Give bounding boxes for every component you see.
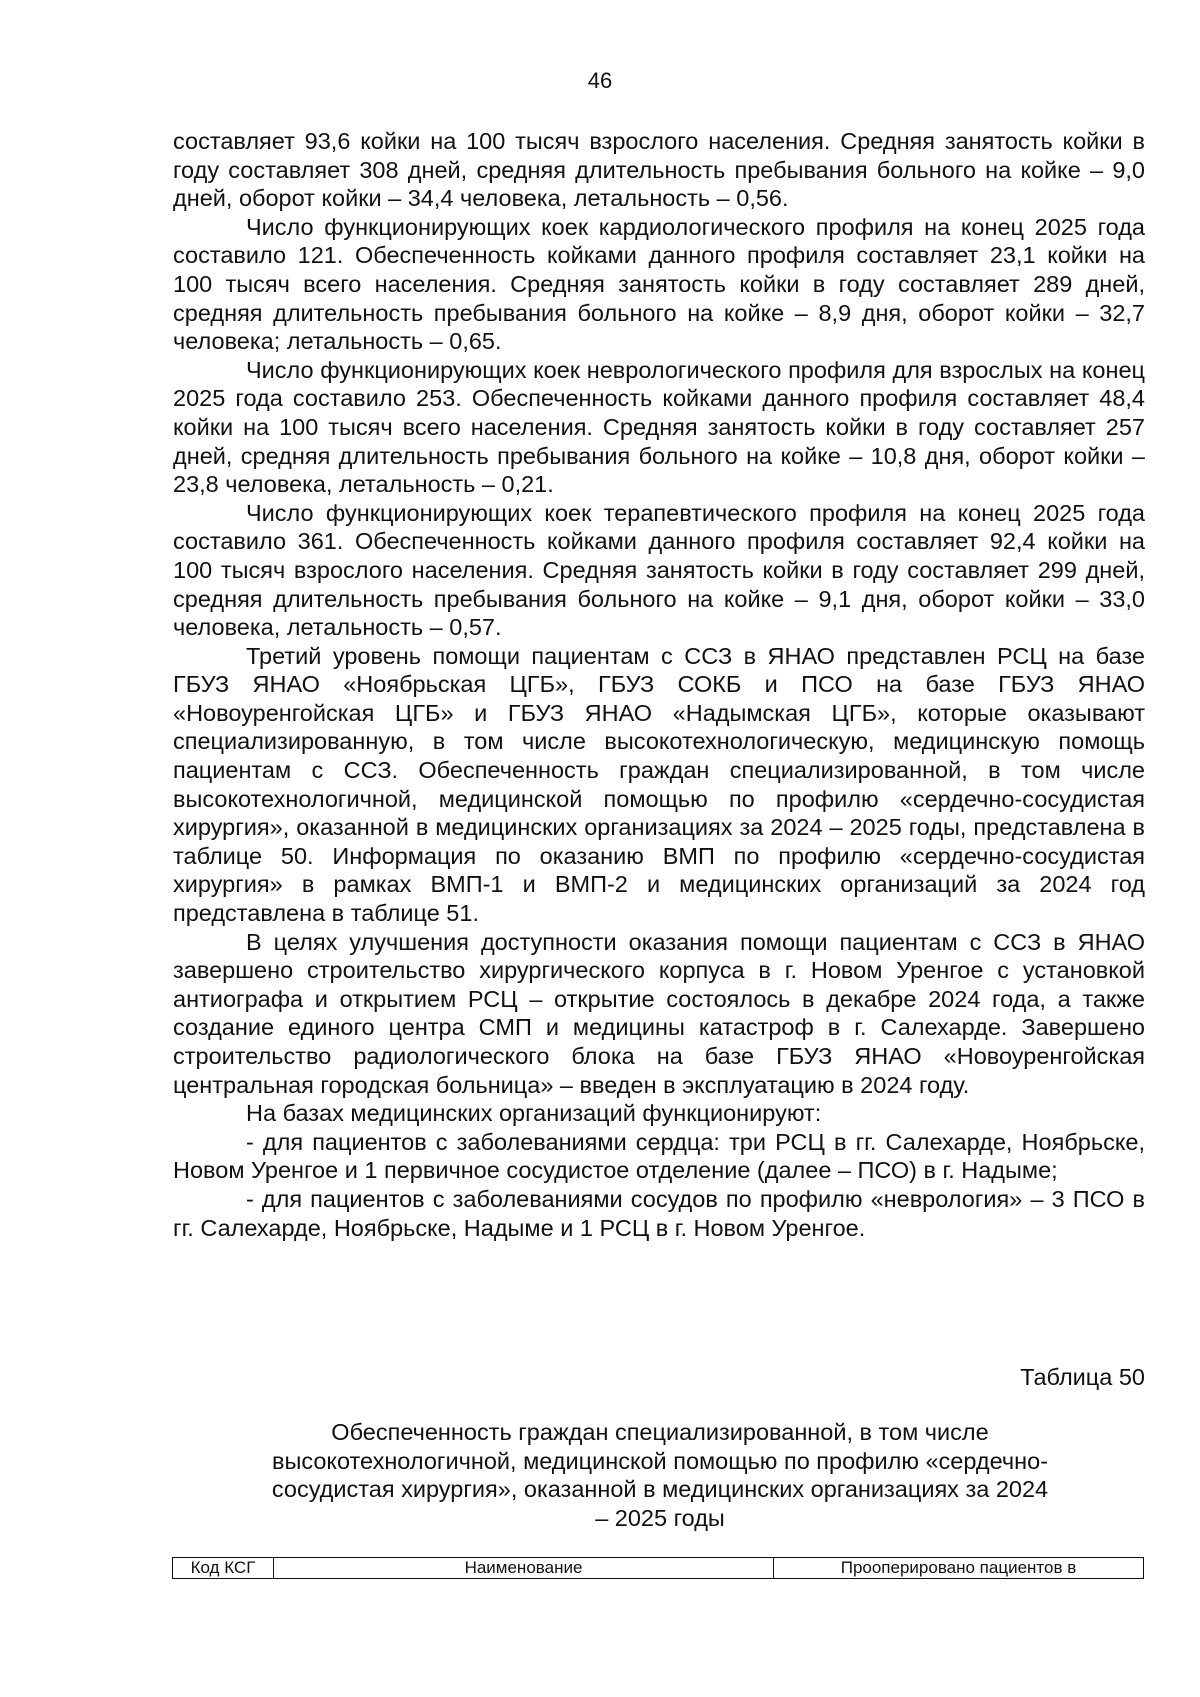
paragraph: Число функционирующих коек неврологического профиля для взрослых на конец 2025 года составило 253. Обеспеченность койками данного профиля составляет 48,4 койки на 100 тысяч всего населения. Средняя занятость койки в году составляет 257 дней, средняя длительность пребывания больного на койке – 10,8 дня, оборот койки – 23,8 человека, летальность – 0,21. <box>173 356 1145 498</box>
column-header-name: Наименование <box>274 1558 774 1578</box>
paragraph: На базах медицинских организаций функционируют: <box>246 1100 822 1127</box>
table-header-row <box>172 1557 1144 1579</box>
column-header-operated: Прооперировано пациентов в <box>840 1558 1077 1577</box>
paragraph: В целях улучшения доступности оказания помощи пациентам с ССЗ в ЯНАО завершено строительство хирургического корпуса в г. Новом Уренгое с установкой антиографа и открытием РСЦ – открытие состоялось в декабре 2024 года, а также создание единого центра СМП и медицины катастроф в г. Салехарде. Завершено строительство радиологического блока на базе ГБУЗ ЯНАО «Новоуренгойская центральная городская больница» – введен в эксплуатацию в 2024 году. <box>173 928 1145 1098</box>
list-item: - для пациентов с заболеваниями сосудов по профилю «неврология» – 3 ПСО в гг. Салехарде, Ноябрьске, Надыме и 1 РСЦ в г. Новом Уренгое. <box>173 1185 1145 1241</box>
paragraph: Число функционирующих коек терапевтического профиля на конец 2025 года составило 361. Обеспеченность койками данного профиля составляет 92,4 койки на 100 тысяч взрослого населения. Средняя занятость койки в году составляет 299 дней, средняя длительность пребывания больного на койке – 9,1 дня, оборот койки – 33,0 человека, летальность – 0,57. <box>173 499 1145 641</box>
page-number: 46 <box>587 68 613 93</box>
list-item: - для пациентов с заболеваниями сердца: три РСЦ в гг. Салехарде, Ноябрьске, Новом Уренгое и 1 первичное сосудистое отделение (далее – ПСО) в г. Надыме; <box>173 1128 1145 1184</box>
paragraph: составляет 93,6 койки на 100 тысяч взрослого населения. Средняя занятость койки в году составляет 308 дней, средняя длительность пребывания больного на койке – 9,0 дней, оборот койки – 34,4 человека, летальность – 0,56. <box>173 128 1145 212</box>
document-body <box>173 127 1145 1242</box>
table-label: Таблица 50 <box>1020 1364 1145 1390</box>
paragraph: Третий уровень помощи пациентам с ССЗ в ЯНАО представлен РСЦ на базе ГБУЗ ЯНАО «Ноябрьская ЦГБ», ГБУЗ СОКБ и ПСО на базе ГБУЗ ЯНАО «Новоуренгойская ЦГБ» и ГБУЗ ЯНАО «Надымская ЦГБ», которые оказывают специализированную, в том числе высокотехнологическую, медицинскую помощь пациентам с ССЗ. Обеспеченность граждан специализированной, в том числе высокотехнологичной, медицинской помощью по профилю «сердечно-сосудистая хирургия», оказанной в медицинских организациях за 2024 – 2025 годы, представлена в таблице 50. Информация по оказанию ВМП по профилю «сердечно-сосудистая хирургия» в рамках ВМП-1 и ВМП-2 и медицинских организаций за 2024 год представлена в таблице 51. <box>173 642 1145 927</box>
paragraph: Число функционирующих коек кардиологического профиля на конец 2025 года составило 121. Обеспеченность койками данного профиля составляет 23,1 койки на 100 тысяч всего населения. Средняя занятость койки в году составляет 289 дней, средняя длительность пребывания больного на койке – 8,9 дня, оборот койки – 32,7 человека; летальность – 0,65. <box>173 213 1145 355</box>
table-caption: Обеспеченность граждан специализированной, в том числе высокотехнологичной, медицинской помощью по профилю «сердечно-сосудистая хирургия», оказанной в медицинских организациях за 2024 – 2025 годы <box>271 1419 1049 1531</box>
column-header-code: Код КСГ <box>173 1558 274 1578</box>
